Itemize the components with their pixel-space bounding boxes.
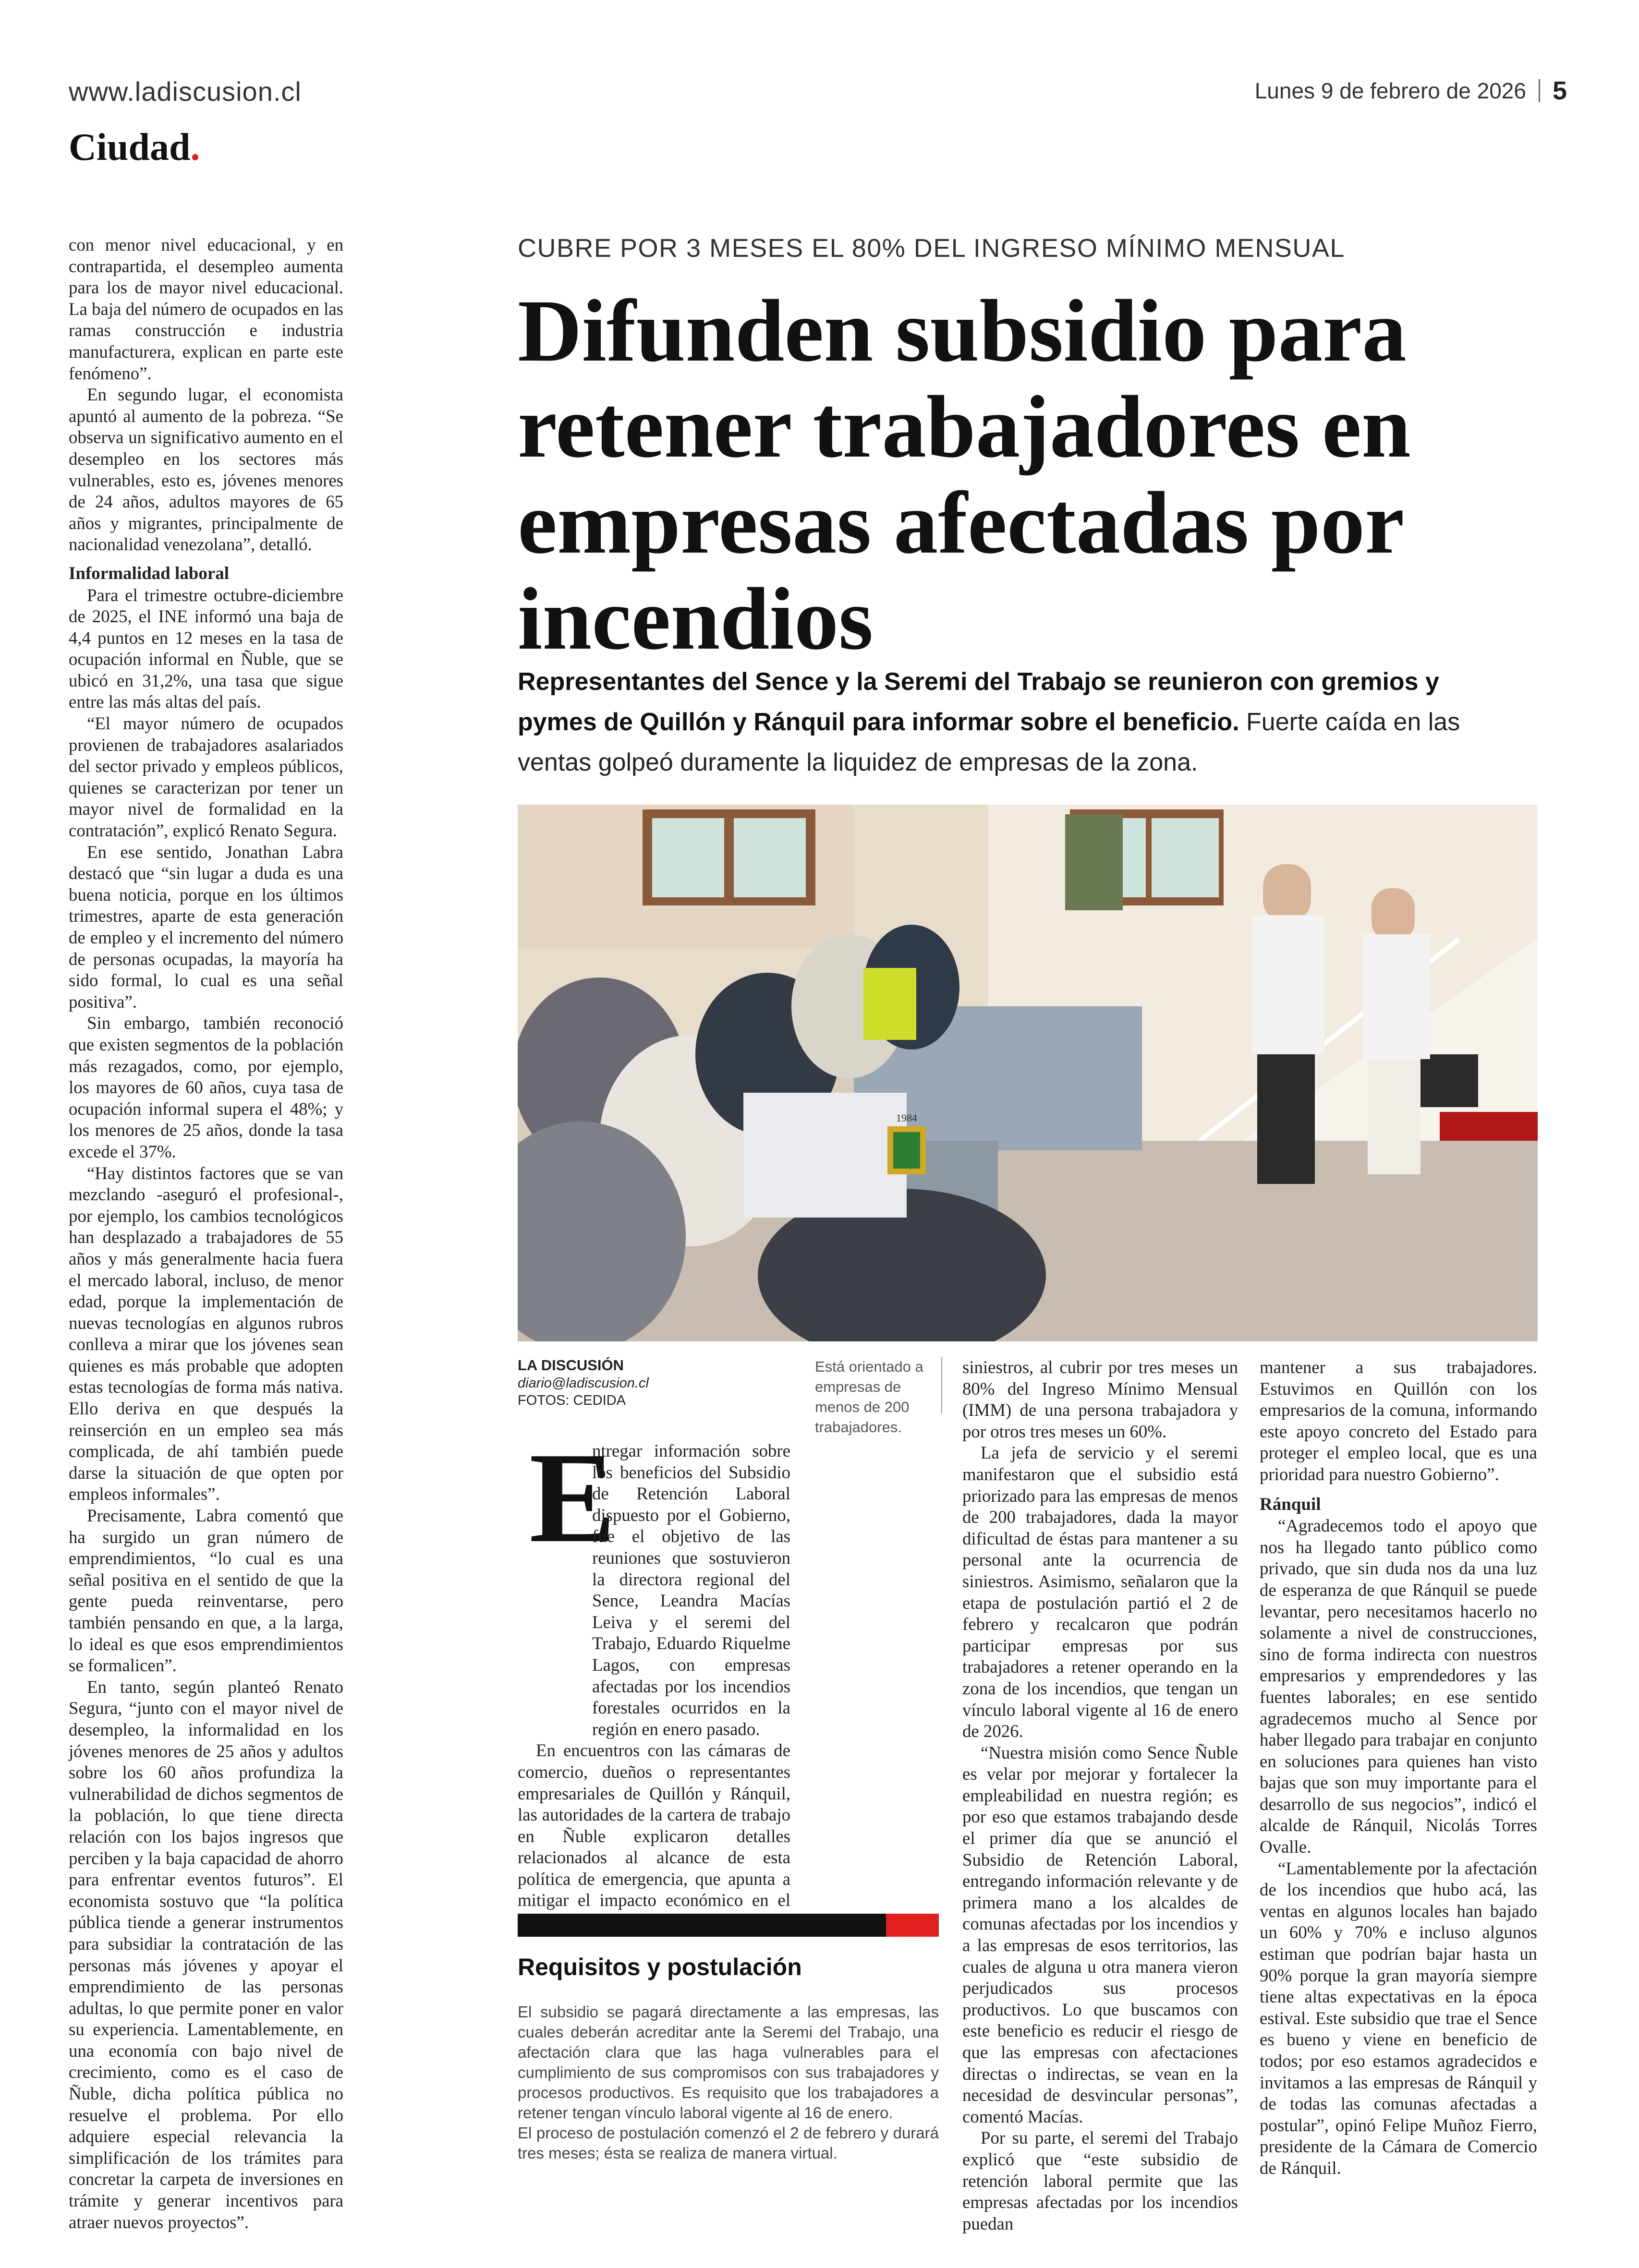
left-paragraph: “Hay distintos factores que se van mezclando -aseguró el profesional-, por ejemplo, los cambios tecnológicos han desplazado a trabajadores de 55 años y más generalmente hacia fuera el mercado laboral, incluso, de menor edad, porque la implementación de nuevas tecnologías en algunos rubros conlleva a mirar que los jóvenes sean quienes es más probable que adopten estas tecnologías de forma más nativa. Ello deriva en que después la reinserción en un empleo sea más complicada, de ahí también puede darse la situación de que opten por empleos informales”. bbox=[69, 1163, 343, 1504]
photo-caption: Está orientado a empresas de menos de 200 trabajadores. bbox=[815, 1358, 923, 1436]
box-paragraph: El proceso de postulación comenzó el 2 de febrero y durará tres meses; ésta se realiza de manera virtual. bbox=[518, 2124, 939, 2162]
article-paragraph: ntregar información sobre los beneficios del Subsidio de Retención Laboral dispuesto por el Gobierno, fue el objetivo de las reuniones que sostuvieron la directora regional del Sence, Leandra Macías Leiva y el seremi del Trabajo, Eduardo Riquelme Lagos, con empresas afectadas por los incendios forestales ocurridos en la región en enero pasado. bbox=[592, 1441, 790, 1739]
article-photo bbox=[518, 805, 1538, 1341]
photo-emblem-label: 1984 bbox=[896, 1112, 917, 1124]
box-text bbox=[518, 2002, 939, 2163]
drop-cap: E bbox=[529, 1426, 616, 1569]
article-paragraph: En encuentros con las cámaras de comercio, dueños o representantes empresariales de Quillón y Ránquil, las autoridades de la cartera de trabajo en Ñuble explicaron detalles relacionados al alcance de esta política de emergencia, que apunta a mitigar el impacto económico en el bbox=[518, 1740, 790, 1910]
section-dot: . bbox=[190, 126, 200, 169]
left-paragraph: Sin embargo, también reconoció que existen segmentos de la población más rezagados, como, por ejemplo, los mayores de 60 años, cuya tasa de ocupación informal supera el 48%; y los menores de 25 años, donde la tasa excede el 37%. bbox=[69, 1013, 343, 1161]
box-paragraph: El subsidio se pagará directamente a las empresas, las cuales deberán acreditar ante la Seremi del Trabajo, una afectación clara que las haga vulnerables para el cumplimiento de sus compromisos con sus trabajadores y procesos productivos. Es requisito que los trabajadores a retener tengan vínculo laboral vigente al 16 de enero. bbox=[518, 2003, 939, 2122]
credit-photos: FOTOS: CEDIDA bbox=[518, 1393, 626, 1408]
box-rule bbox=[518, 1914, 939, 1937]
article-kicker: CUBRE POR 3 MESES EL 80% DEL INGRESO MÍNIMO MENSUAL bbox=[518, 234, 1345, 263]
article-paragraph: mantener a sus trabajadores. Estuvimos en Quillón con los empresarios de la comuna, informando este apoyo concreto del Estado para proteger el empleo local, que es una prioridad para nuestro Gobierno”. bbox=[1260, 1357, 1537, 1484]
left-paragraph: En segundo lugar, el economista apuntó al aumento de la pobreza. “Se observa un significativo aumento en el desempleo en los sectores más vulnerables, esto es, jóvenes menores de 24 años, adultos mayores de 65 años y migrantes, principalmente de nacionalidad venezolana”, detalló. bbox=[69, 385, 343, 555]
site-url: www.ladiscusion.cl bbox=[69, 76, 302, 107]
left-paragraph: “El mayor número de ocupados provienen de trabajadores asalariados del sector privado y empleos públicos, quienes se caracterizan por tener un mayor nivel de formalidad en la contratación”, explicó Renato Segura. bbox=[69, 713, 343, 841]
date-bar bbox=[1255, 76, 1567, 106]
credit-name: LA DISCUSIÓN bbox=[518, 1357, 624, 1374]
article-paragraph: “Agradecemos todo el apoyo que nos ha llegado tanto público como privado, que sin duda nos da una luz de esperanza de que Ránquil se puede levantar, pero necesitamos hacerlo no solamente a nivel de construcciones, sino de forma indirecta con nuestros empresarios y emprendedores y las fuentes laborales; en ese sentido agradecemos mucho al Sence por haber llegado para trabajar en conjunto en soluciones para quienes han visto bajas que son muy importante para el desarrollo de sus negocios”, indicó el alcalde de Ránquil, Nicolás Torres Ovalle. bbox=[1260, 1516, 1537, 1857]
article-subhead: Ránquil bbox=[1260, 1494, 1321, 1514]
left-paragraph: Precisamente, Labra comentó que ha surgido un gran número de emprendimientos, “lo cual es una señal positiva en el sentido de que la gente pueda reinventarse, pero también pensando en que, a la larga, lo ideal es que esos emprendimientos se formalicen”. bbox=[69, 1506, 343, 1676]
box-rule-accent bbox=[886, 1914, 939, 1937]
section-label: Ciudad bbox=[69, 126, 191, 169]
left-paragraph: En ese sentido, Jonathan Labra destacó que “sin lugar a duda es una buena noticia, porque en los últimos trimestres, aparte de esta generación de empleo y el incremento del número de personas ocupadas, la mayoría ha sido formal, lo cual es una señal positiva”. bbox=[69, 842, 343, 1012]
left-paragraph: con menor nivel educacional, y en contrapartida, el desempleo aumenta para los de mayor nivel educacional. La baja del número de ocupados en las ramas construcción e industria manufacturera, explican en parte este fenómeno”. bbox=[69, 235, 343, 383]
date-divider bbox=[1539, 79, 1540, 102]
issue-date: Lunes 9 de febrero de 2026 bbox=[1254, 78, 1526, 103]
box-title: Requisitos y postulación bbox=[518, 1954, 802, 1980]
left-column bbox=[69, 234, 343, 2233]
article-paragraph: siniestros, al cubrir por tres meses un 80% del Ingreso Mínimo Mensual (IMM) de una persona trabajadora y por otros tres meses un 60%. bbox=[962, 1357, 1238, 1441]
left-paragraph: En tanto, según planteó Renato Segura, “junto con el mayor nivel de desempleo, la informalidad en los jóvenes menores de 25 años y adultos sobre los 60 años profundiza la vulnerabilidad de dichos segmentos de la población, lo que tiene directa relación con los bajos ingresos que perciben y la baja capacidad de ahorro para enfrentar eventos futuros”. El economista sostuvo que “la política pública tiende a generar instrumentos para subsidiar la contratación de las personas más jóvenes y apoyar el emprendimiento de las personas adultas, lo que permite poner en valor su experiencia. Lamentablemente, en una economía con bajo nivel de crecimiento, como es el caso de Ñuble, dicha política pública no resuelve el problema. Por ello adquiere especial relevancia la simplificación de los trámites para concretar la carpeta de inversiones en trámite y generar incentivos para atraer nuevos proyectos”. bbox=[69, 1677, 343, 2232]
article-paragraph: La jefa de servicio y el seremi manifestaron que el subsidio está priorizado para las empresas de menos de 200 trabajadores, dada la mayor dificultad de éstas para mantener a su personal ante la ocurrencia de siniestros. Asimismo, señalaron que la etapa de postulación partió el 2 de febrero y recalcaron que podrán participar empresas por sus trabajadores a retener operando en la zona de los incendios, que tengan un vínculo laboral vigente al 16 de enero de 2026. bbox=[962, 1443, 1238, 1741]
article-column-3 bbox=[1260, 1357, 1537, 2179]
meeting-photo-illustration bbox=[518, 805, 1538, 1341]
article-paragraph: “Nuestra misión como Sence Ñuble es velar por mejorar y fortalecer la empleabilidad en nuestra región; es por eso que estamos trabajando desde el primer día que se anunció el Subsidio de Retención Laboral, entregando información relevante y de primera mano a los alcaldes de comunas afectadas por los incendios y a las empresas de esos territorios, las cuales de alguna u otra manera vieron perjudicados sus procesos productivos. Lo que buscamos con este beneficio es reducir el riesgo de que las empresas con afectaciones directas o indirectas, se vean en la necesidad de desvincular personas”, comentó Macías. bbox=[962, 1742, 1238, 2126]
left-subhead: Informalidad laboral bbox=[69, 563, 230, 583]
article-column-1 bbox=[518, 1426, 790, 1933]
article-paragraph: Por su parte, el seremi del Trabajo explicó que “este subsidio de retención laboral permite que las empresas afectadas por los incendios puedan bbox=[962, 2128, 1238, 2233]
caption-divider bbox=[941, 1357, 942, 1413]
page-number: 5 bbox=[1552, 76, 1567, 105]
deck-rest: Fuerte caída en las ventas golpeó duramente la liquidez de empresas de la zona. bbox=[518, 708, 1460, 776]
article-column-2 bbox=[962, 1357, 1238, 2234]
left-paragraph: Para el trimestre octubre-diciembre de 2025, el INE informó una baja de 4,4 puntos en 12 meses en la tasa de ocupación informal en Ñuble, que se ubicó en 31,2%, una tasa que sigue entre las más altas del país. bbox=[69, 585, 343, 712]
article-headline: Difunden subsidio para retener trabajadores en empresas afectadas por incendios bbox=[518, 282, 1411, 668]
article-paragraph: “Lamentablemente por la afectación de los incendios que hubo acá, las ventas en algunos locales han bajado un 60% y 70% e incluso algunos estiman que podrían bajar hasta un 90% porque la gran mayoría siempre tiene altas expectativas en la época estival. Este subsidio que trae el Sence es bueno y viene en beneficio de todos; por eso estamos agradecidos e invitamos a las empresas de Ránquil y de todas las comunas afectadas a postular”, opinó Felipe Muñoz Fierro, presidente de la Cámara de Comercio de Ránquil. bbox=[1260, 1858, 1537, 2178]
deck-bold: Representantes del Sence y la Seremi del Trabajo se reunieron con gremios y pymes de Quillón y Ránquil para informar sobre el beneficio. bbox=[518, 668, 1439, 736]
section-title bbox=[69, 126, 200, 169]
article-credit bbox=[518, 1357, 649, 1409]
credit-email: diario@ladiscusion.cl bbox=[518, 1375, 649, 1391]
article-deck bbox=[518, 662, 1521, 783]
